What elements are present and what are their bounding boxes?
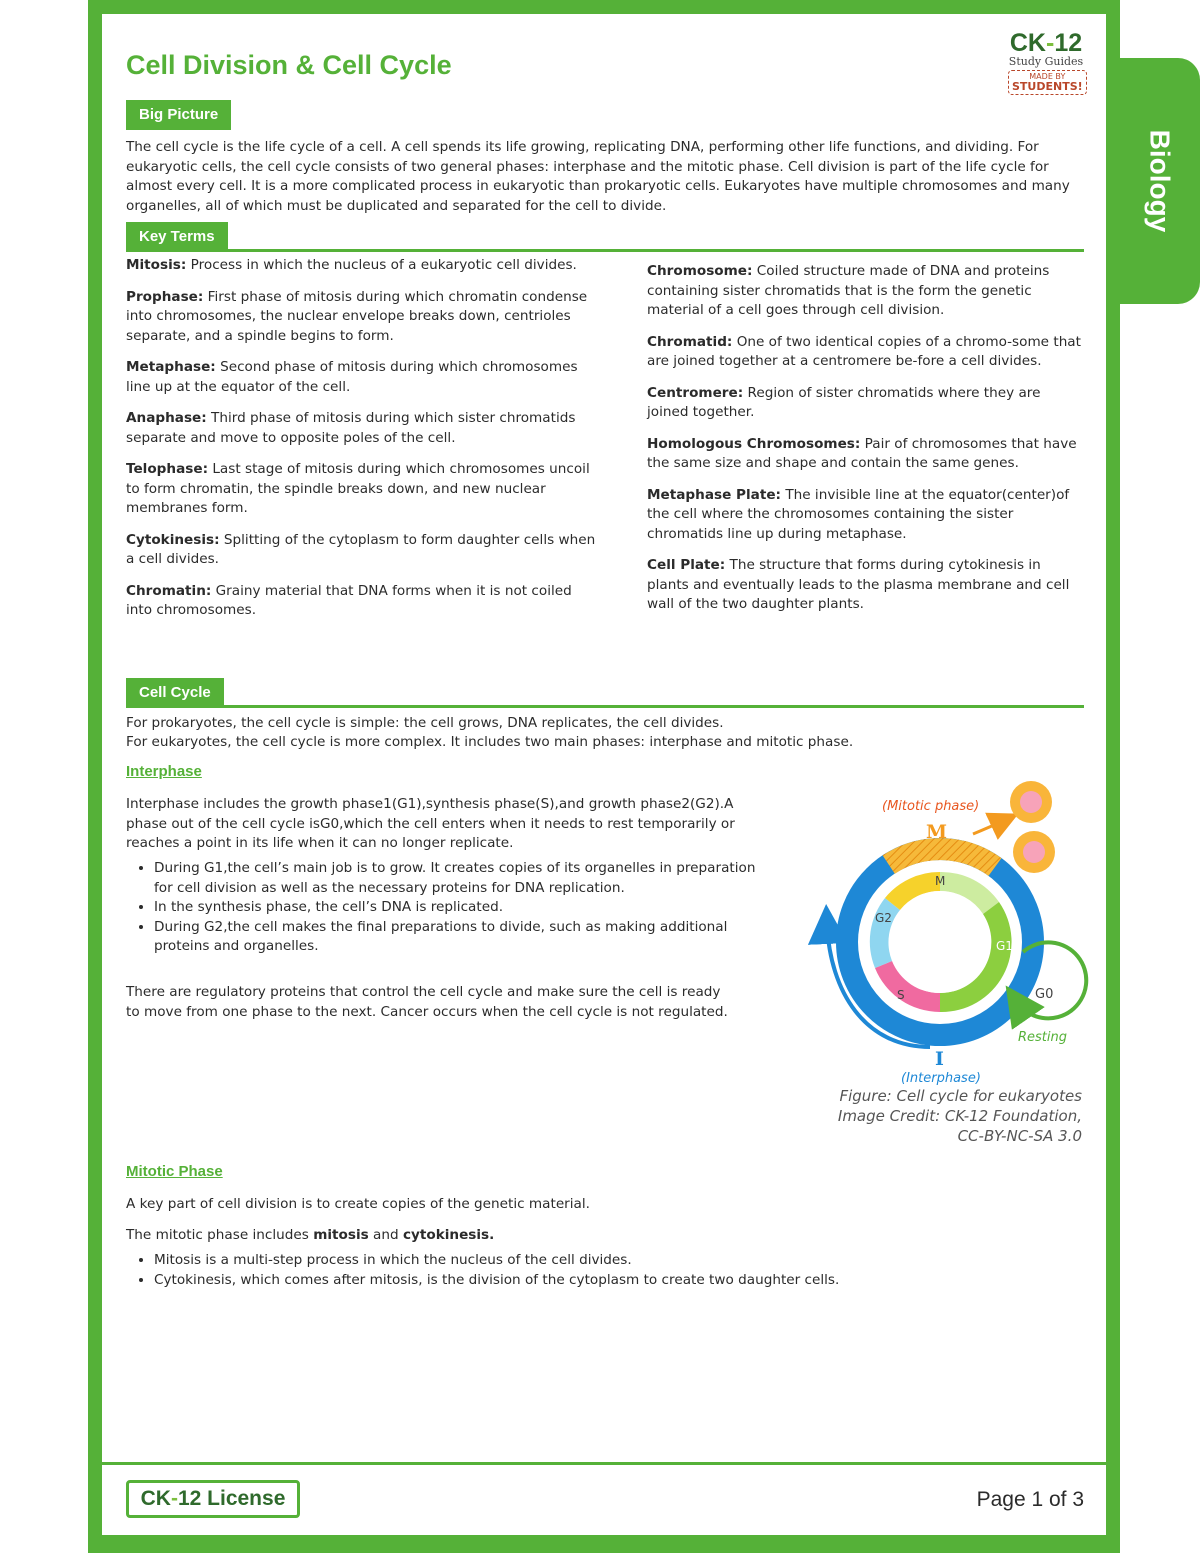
daughter-cell-2-nucleus	[1023, 841, 1045, 863]
s-segment-label: S	[897, 988, 905, 1002]
interphase-i-letter: I	[935, 1048, 944, 1070]
key-term-name: Chromatid:	[647, 333, 733, 350]
logo-badge-line1: MADE BY	[1029, 72, 1066, 81]
key-term-name: Mitosis:	[126, 257, 187, 273]
mitotic-text-pre: The mitotic phase includes	[126, 1227, 309, 1243]
key-term-entry	[647, 333, 1084, 372]
key-term-name: Cytokinesis:	[126, 531, 220, 548]
mitotic-text-and: and	[373, 1227, 399, 1243]
logo-badge	[1008, 70, 1087, 95]
key-term-definition: Region of sister chromatids where they are joined together.	[647, 384, 1041, 420]
key-term-name: Telophase:	[126, 461, 209, 477]
figure-caption-line3: CC-BY-NC-SA 3.0	[957, 1127, 1082, 1145]
key-term-name: Homologous Chromosomes:	[647, 435, 861, 452]
mitotic-m-letter: M	[926, 821, 948, 843]
mitotic-text-cytokinesis: cytokinesis.	[402, 1227, 495, 1243]
key-term-definition: First phase of mitosis during which chromatin condense into chromosomes, the nuclear envelope breaks down, centrioles separate, and a spindle begins to form.	[126, 288, 588, 344]
interphase-text: Interphase includes the growth phase1(G1),synthesis phase(S),and growth phase2(G2).A phase out of the cell cycle isG0,which the cell enters when it needs to rest temporarily or reaches a point in its life when it can no longer replicate.	[126, 796, 735, 851]
key-term-entry	[647, 435, 1084, 474]
key-term-name: Centromere:	[647, 384, 744, 401]
license-num: 12	[177, 1487, 202, 1510]
cell-cycle-header	[126, 678, 1084, 708]
key-term-definition: Splitting of the cytoplasm to form daughter cells when a cell divides.	[126, 531, 596, 567]
license-ck: CK	[140, 1487, 171, 1510]
bullet-item: • During G1,the cell’s main job is to grow. It creates copies of its organelles in preparation for cell division as well as the necessary proteins for DNA replication.	[154, 859, 758, 898]
cell-cycle-rule	[126, 705, 1084, 708]
key-term-name: Prophase:	[126, 288, 204, 305]
license-word: License	[201, 1487, 286, 1510]
mitotic-phase-heading: Mitotic Phase	[126, 1163, 223, 1180]
key-term-name: Chromosome:	[647, 263, 753, 279]
key-term-entry	[126, 582, 596, 621]
big-picture-heading: Big Picture	[126, 100, 231, 130]
figure-caption-line2: Image Credit: CK-12 Foundation,	[837, 1107, 1082, 1125]
interphase-bullet-list	[126, 859, 758, 957]
key-term-definition: One of two identical copies of a chromo-some that are joined together at a centromere be-fore a cell divides.	[647, 333, 1081, 369]
logo-wordmark	[1008, 30, 1084, 56]
logo-ck: CK	[1009, 29, 1046, 57]
division-arrow	[973, 820, 1005, 834]
big-picture-text: The cell cycle is the life cycle of a cell. A cell spends its life growing, replicating DNA, performing other life functions, and dividing. For eukaryotic cells, the cell cycle consists of two general phases: interphase and the mitotic phase. Cell division is part of the life cycle for almost every cell. It is a more complicated process in eukaryotic than prokaryotic cells. Eukaryotes have multiple chromosomes and many organelles, all of which must be duplicated and separated for the cell to divide.	[126, 139, 1070, 214]
interphase-label: (Interphase)	[901, 1071, 981, 1086]
logo-subtitle: Study Guides	[1008, 55, 1084, 68]
key-term-entry	[126, 256, 596, 276]
key-term-entry	[126, 460, 596, 519]
big-picture-header	[126, 100, 1084, 130]
key-term-definition: Last stage of mitosis during which chromosomes uncoil to form chromatin, the spindle breaks down, and new nuclear membranes form.	[126, 461, 590, 516]
logo-dash: -	[1045, 29, 1055, 57]
mitotic-bullet-list	[126, 1251, 1086, 1290]
figure-caption-line1: Figure: Cell cycle for eukaryotes	[839, 1087, 1082, 1105]
daughter-cell-1-nucleus	[1020, 791, 1042, 813]
key-term-definition: Third phase of mitosis during which sister chromatids separate and move to opposite poles of the cell.	[126, 410, 576, 446]
subject-tab-label-wrap	[1118, 58, 1200, 304]
key-term-entry	[126, 531, 596, 570]
g2-segment-label: G2	[875, 911, 892, 925]
key-term-definition: Grainy material that DNA forms when it is not coiled into chromosomes.	[126, 582, 572, 618]
key-term-name: Metaphase:	[126, 359, 216, 375]
g0-label: G0	[1035, 987, 1054, 1002]
bullet-item: • Mitosis is a multi-step process in which the nucleus of the cell divides.	[154, 1251, 1086, 1271]
key-term-entry	[126, 409, 596, 448]
key-terms-heading: Key Terms	[126, 222, 228, 252]
key-term-entry	[126, 288, 596, 347]
bullet-item: • Cytokinesis, which comes after mitosis, is the division of the cytoplasm to create two daughter cells.	[154, 1271, 1086, 1291]
key-term-definition: The structure that forms during cytokinesis in plants and eventually leads to the plasma membrane and cell wall of the two daughter plants.	[647, 557, 1070, 612]
key-term-name: Anaphase:	[126, 410, 207, 426]
key-term-entry	[647, 384, 1084, 423]
mitotic-outer-arc	[889, 849, 995, 867]
cell-cycle-heading: Cell Cycle	[126, 678, 224, 708]
g1-segment-label: G1	[996, 939, 1013, 953]
mitotic-phase-text-2	[126, 1226, 1086, 1246]
page-title: Cell Division & Cell Cycle	[126, 50, 452, 80]
key-terms-right-column	[647, 262, 1084, 627]
key-term-definition: Second phase of mitosis during which chromosomes line up at the equator of the cell.	[126, 359, 578, 395]
logo-num: 12	[1054, 29, 1083, 57]
page-number: Page 1 of 3	[976, 1488, 1084, 1511]
mitotic-phase-text-1: A key part of cell division is to create copies of the genetic material.	[126, 1196, 590, 1212]
key-term-name: Chromatin:	[126, 582, 212, 599]
license-dash: -	[170, 1487, 178, 1510]
key-term-entry	[647, 262, 1084, 321]
ck12-license-link[interactable]	[126, 1480, 300, 1518]
logo-badge-line2: STUDENTS!	[1012, 80, 1083, 93]
key-terms-rule	[126, 249, 1084, 252]
key-terms-header	[126, 222, 1084, 252]
regulatory-proteins-text: There are regulatory proteins that control the cell cycle and make sure the cell is ready to move from one phase to the next. Cancer occurs when the cell cycle is not regulated.	[126, 984, 728, 1020]
cell-cycle-intro-prokaryotes: For prokaryotes, the cell cycle is simple: the cell grows, DNA replicates, the cell divides.	[126, 715, 724, 731]
key-term-definition: The invisible line at the equator(center)of the cell where the chromosomes containing the sister chromatids line up during metaphase.	[647, 486, 1070, 542]
cell-cycle-intro-eukaryotes: For eukaryotes, the cell cycle is more complex. It includes two main phases: interphase and mitotic phase.	[126, 734, 854, 750]
mitotic-phase-label: (Mitotic phase)	[882, 799, 980, 814]
footer-rule	[102, 1462, 1106, 1465]
cycle-center	[889, 891, 991, 993]
key-term-name: Cell Plate:	[647, 557, 726, 573]
key-term-definition: Process in which the nucleus of a eukaryotic cell divides.	[190, 257, 577, 273]
key-term-definition: Coiled structure made of DNA and proteins containing sister chromatids that is the form the genetic material of a cell goes through cell division.	[647, 263, 1050, 318]
cell-cycle-figure	[805, 772, 1095, 1090]
bullet-item: • During G2,the cell makes the final preparations to divide, such as making additional proteins and organelles.	[154, 918, 758, 957]
key-term-entry	[126, 358, 596, 397]
key-terms-left-column	[126, 256, 596, 633]
m-segment-label: M	[935, 874, 946, 888]
key-term-entry	[647, 486, 1084, 545]
key-term-name: Metaphase Plate:	[647, 486, 781, 503]
interphase-heading: Interphase	[126, 763, 202, 780]
key-term-entry	[647, 556, 1084, 615]
resting-label: Resting	[1018, 1030, 1068, 1045]
bullet-item: • In the synthesis phase, the cell’s DNA is replicated.	[154, 898, 758, 918]
mitotic-text-mitosis: mitosis	[313, 1227, 369, 1243]
subject-tab-label: Biology	[1144, 129, 1176, 233]
key-term-definition: Pair of chromosomes that have the same size and shape and contain the same genes.	[647, 435, 1077, 471]
ck12-study-guides-logo	[1008, 30, 1084, 102]
figure-caption	[790, 1086, 1082, 1146]
